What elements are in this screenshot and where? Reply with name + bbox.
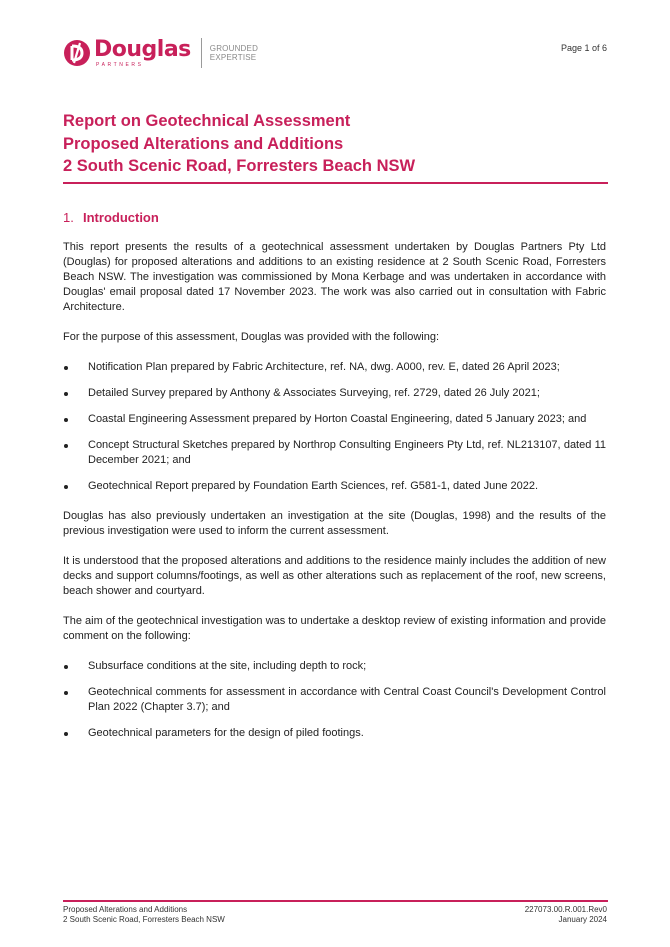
list-item: Subsurface conditions at the site, including depth to rock;	[63, 659, 606, 674]
logo-divider	[201, 38, 202, 68]
company-logo	[63, 38, 258, 68]
logo-name: Douglas	[94, 37, 191, 62]
previous-investigation-paragraph: Douglas has also previously undertaken an investigation at the site (Douglas, 1998) and the results of the previous investigation were used to inform the current assessment.	[63, 510, 606, 537]
provided-docs-list	[63, 360, 606, 494]
proposed-works-paragraph: It is understood that the proposed alterations and additions to the residence mainly includes the addition of new decks and support columns/footings, as well as other alterations such as replacement of the roof, new screens, beach shower and courtyard.	[63, 555, 606, 597]
title-line-3: 2 South Scenic Road, Forresters Beach NSW	[63, 157, 416, 175]
body-text	[63, 240, 606, 756]
logo-subtitle: PARTNERS	[96, 62, 144, 68]
title-line-1: Report on Geotechnical Assessment	[63, 112, 351, 130]
footer-project	[63, 905, 225, 925]
section-title: Introduction	[83, 210, 159, 225]
aim-list	[63, 659, 606, 741]
footer-project-title: Proposed Alterations and Additions	[63, 905, 188, 914]
list-item: Geotechnical comments for assessment in accordance with Central Coast Council's Development Control Plan 2022 (Chapter 3.7); and	[63, 685, 606, 715]
list-item: Coastal Engineering Assessment prepared by Horton Coastal Engineering, dated 5 January 2023; and	[63, 412, 606, 427]
douglas-logo-icon	[63, 39, 91, 67]
report-title	[63, 110, 608, 178]
tagline-line-1: GROUNDED	[209, 44, 259, 53]
aim-paragraph: The aim of the geotechnical investigation was to undertake a desktop review of existing information and provide comment on the following:	[63, 615, 606, 642]
title-line-2: Proposed Alterations and Additions	[63, 134, 344, 153]
page-number: Page 1 of 6	[560, 43, 607, 53]
list-item: Notification Plan prepared by Fabric Architecture, ref. NA, dwg. A000, rev. E, dated 26 April 2023;	[63, 360, 606, 375]
footer-date: January 2024	[558, 915, 607, 924]
list-item: Concept Structural Sketches prepared by Northrop Consulting Engineers Pty Ltd, ref. NL213107, dated 11 December 2021; and	[63, 438, 606, 468]
footer-divider	[63, 900, 608, 902]
footer-reference	[525, 905, 607, 925]
section-heading	[63, 210, 159, 225]
logo-wordmark	[94, 38, 191, 68]
title-divider	[63, 182, 608, 184]
list-item: Detailed Survey prepared by Anthony & Associates Surveying, ref. 2729, dated 26 July 2021;	[63, 386, 606, 401]
intro-paragraph: This report presents the results of a geotechnical assessment undertaken by Douglas Partners Pty Ltd (Douglas) for proposed alterations and additions to an existing residence at 2 South Scenic Road, Forresters Beach NSW. The investigation was commissioned by Mona Kerbage and was undertaken in accordance with Douglas' email proposal dated 17 November 2023. The work was also carried out in consultation with Fabric Architecture.	[63, 241, 606, 313]
tagline-line-2: EXPERTISE	[209, 53, 257, 62]
footer-report-number: 227073.00.R.001.Rev0	[524, 905, 607, 914]
provided-docs-paragraph: For the purpose of this assessment, Douglas was provided with the following:	[63, 331, 440, 343]
list-item: Geotechnical Report prepared by Foundation Earth Sciences, ref. G581-1, dated June 2022.	[63, 479, 606, 494]
footer-project-address: 2 South Scenic Road, Forresters Beach NSW	[63, 915, 225, 924]
section-number: 1.	[63, 210, 74, 225]
list-item: Geotechnical parameters for the design of piled footings.	[63, 726, 606, 741]
logo-tagline	[210, 44, 258, 62]
